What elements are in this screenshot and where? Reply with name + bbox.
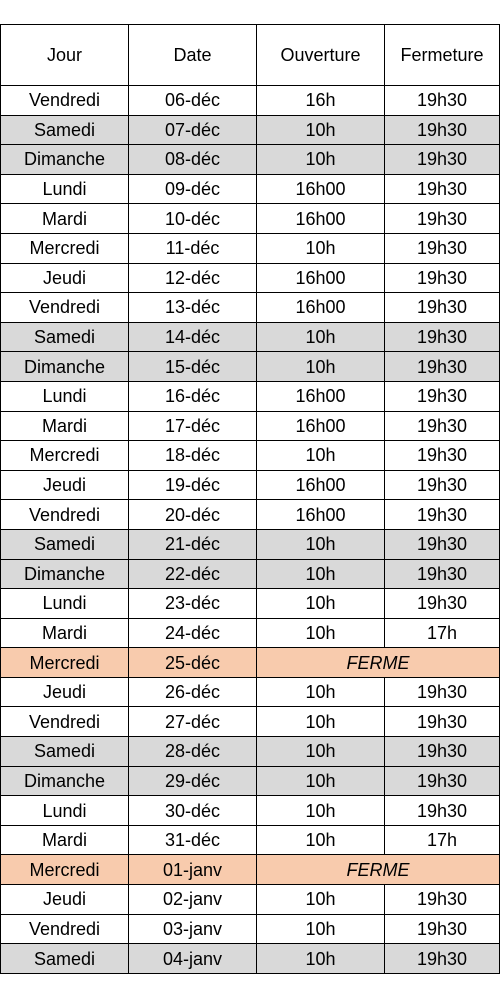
cell-closing: 19h30 bbox=[385, 559, 500, 589]
cell-day: Mardi bbox=[1, 204, 129, 234]
table-row bbox=[1, 322, 500, 352]
cell-opening: 10h bbox=[257, 707, 385, 737]
cell-date: 15-déc bbox=[129, 352, 257, 382]
cell-opening: 16h00 bbox=[257, 204, 385, 234]
table-row bbox=[1, 204, 500, 234]
cell-closing: 19h30 bbox=[385, 86, 500, 116]
cell-opening: 10h bbox=[257, 559, 385, 589]
cell-date: 10-déc bbox=[129, 204, 257, 234]
table-row bbox=[1, 529, 500, 559]
cell-day: Dimanche bbox=[1, 145, 129, 175]
header-day: Jour bbox=[1, 25, 129, 86]
cell-opening: 16h00 bbox=[257, 174, 385, 204]
cell-opening: 10h bbox=[257, 322, 385, 352]
table-row bbox=[1, 885, 500, 915]
table-row bbox=[1, 145, 500, 175]
cell-day: Vendredi bbox=[1, 86, 129, 116]
table-row bbox=[1, 470, 500, 500]
cell-day: Mercredi bbox=[1, 233, 129, 263]
cell-date: 11-déc bbox=[129, 233, 257, 263]
table-row bbox=[1, 855, 500, 885]
cell-opening: 10h bbox=[257, 825, 385, 855]
cell-closing: 19h30 bbox=[385, 174, 500, 204]
cell-day: Dimanche bbox=[1, 352, 129, 382]
cell-date: 29-déc bbox=[129, 766, 257, 796]
cell-closing: 19h30 bbox=[385, 737, 500, 767]
cell-date: 31-déc bbox=[129, 825, 257, 855]
cell-day: Lundi bbox=[1, 589, 129, 619]
cell-date: 06-déc bbox=[129, 86, 257, 116]
cell-closing: 19h30 bbox=[385, 381, 500, 411]
table-row bbox=[1, 263, 500, 293]
table-row bbox=[1, 796, 500, 826]
table-row bbox=[1, 500, 500, 530]
cell-opening: 10h bbox=[257, 145, 385, 175]
cell-day: Vendredi bbox=[1, 500, 129, 530]
cell-date: 02-janv bbox=[129, 885, 257, 915]
cell-day: Mardi bbox=[1, 825, 129, 855]
cell-day: Samedi bbox=[1, 529, 129, 559]
cell-closing: 17h bbox=[385, 618, 500, 648]
cell-day: Mercredi bbox=[1, 441, 129, 471]
cell-closing: 19h30 bbox=[385, 500, 500, 530]
cell-closing: 19h30 bbox=[385, 233, 500, 263]
cell-day: Mercredi bbox=[1, 855, 129, 885]
cell-day: Samedi bbox=[1, 115, 129, 145]
cell-day: Jeudi bbox=[1, 470, 129, 500]
cell-opening: 10h bbox=[257, 441, 385, 471]
table-row bbox=[1, 618, 500, 648]
cell-closing: 19h30 bbox=[385, 411, 500, 441]
cell-opening: 10h bbox=[257, 589, 385, 619]
cell-closing: 19h30 bbox=[385, 677, 500, 707]
cell-date: 19-déc bbox=[129, 470, 257, 500]
table-row bbox=[1, 441, 500, 471]
cell-closing: 19h30 bbox=[385, 914, 500, 944]
header-opening: Ouverture bbox=[257, 25, 385, 86]
cell-date: 27-déc bbox=[129, 707, 257, 737]
cell-closing: 19h30 bbox=[385, 293, 500, 323]
cell-opening: 10h bbox=[257, 677, 385, 707]
table-row bbox=[1, 944, 500, 974]
table-row bbox=[1, 293, 500, 323]
cell-opening: 10h bbox=[257, 885, 385, 915]
cell-closing: 19h30 bbox=[385, 352, 500, 382]
cell-opening: 16h00 bbox=[257, 500, 385, 530]
cell-closed-status: FERME bbox=[257, 855, 500, 885]
cell-day: Jeudi bbox=[1, 677, 129, 707]
cell-day: Dimanche bbox=[1, 766, 129, 796]
opening-hours-table bbox=[0, 24, 500, 974]
cell-closing: 19h30 bbox=[385, 589, 500, 619]
table-row bbox=[1, 381, 500, 411]
cell-day: Jeudi bbox=[1, 263, 129, 293]
cell-day: Mardi bbox=[1, 618, 129, 648]
cell-date: 09-déc bbox=[129, 174, 257, 204]
cell-opening: 10h bbox=[257, 233, 385, 263]
cell-closing: 19h30 bbox=[385, 470, 500, 500]
cell-day: Vendredi bbox=[1, 914, 129, 944]
cell-day: Samedi bbox=[1, 944, 129, 974]
cell-day: Samedi bbox=[1, 737, 129, 767]
cell-day: Lundi bbox=[1, 174, 129, 204]
cell-date: 08-déc bbox=[129, 145, 257, 175]
cell-day: Samedi bbox=[1, 322, 129, 352]
table-row bbox=[1, 411, 500, 441]
cell-opening: 10h bbox=[257, 944, 385, 974]
cell-opening: 10h bbox=[257, 115, 385, 145]
header-date: Date bbox=[129, 25, 257, 86]
table-row bbox=[1, 677, 500, 707]
cell-date: 25-déc bbox=[129, 648, 257, 678]
cell-closing: 19h30 bbox=[385, 441, 500, 471]
table-row bbox=[1, 233, 500, 263]
cell-date: 28-déc bbox=[129, 737, 257, 767]
cell-opening: 16h00 bbox=[257, 470, 385, 500]
cell-day: Vendredi bbox=[1, 707, 129, 737]
cell-opening: 16h00 bbox=[257, 293, 385, 323]
cell-closing: 17h bbox=[385, 825, 500, 855]
cell-closing: 19h30 bbox=[385, 115, 500, 145]
cell-closing: 19h30 bbox=[385, 204, 500, 234]
cell-day: Jeudi bbox=[1, 885, 129, 915]
cell-date: 01-janv bbox=[129, 855, 257, 885]
cell-day: Lundi bbox=[1, 381, 129, 411]
cell-date: 04-janv bbox=[129, 944, 257, 974]
table-row bbox=[1, 825, 500, 855]
cell-opening: 16h bbox=[257, 86, 385, 116]
cell-closing: 19h30 bbox=[385, 796, 500, 826]
cell-closing: 19h30 bbox=[385, 766, 500, 796]
table-row bbox=[1, 707, 500, 737]
cell-date: 30-déc bbox=[129, 796, 257, 826]
cell-date: 21-déc bbox=[129, 529, 257, 559]
cell-date: 26-déc bbox=[129, 677, 257, 707]
cell-opening: 10h bbox=[257, 737, 385, 767]
cell-opening: 10h bbox=[257, 618, 385, 648]
table-row bbox=[1, 766, 500, 796]
cell-date: 23-déc bbox=[129, 589, 257, 619]
cell-date: 22-déc bbox=[129, 559, 257, 589]
cell-closing: 19h30 bbox=[385, 944, 500, 974]
cell-opening: 16h00 bbox=[257, 381, 385, 411]
table-row bbox=[1, 115, 500, 145]
cell-date: 18-déc bbox=[129, 441, 257, 471]
table-row bbox=[1, 559, 500, 589]
cell-day: Dimanche bbox=[1, 559, 129, 589]
cell-date: 13-déc bbox=[129, 293, 257, 323]
cell-closing: 19h30 bbox=[385, 322, 500, 352]
header-closing: Fermeture bbox=[385, 25, 500, 86]
cell-date: 03-janv bbox=[129, 914, 257, 944]
table-row bbox=[1, 737, 500, 767]
table-row bbox=[1, 648, 500, 678]
cell-opening: 10h bbox=[257, 529, 385, 559]
cell-opening: 16h00 bbox=[257, 263, 385, 293]
cell-date: 07-déc bbox=[129, 115, 257, 145]
table-row bbox=[1, 914, 500, 944]
cell-opening: 10h bbox=[257, 796, 385, 826]
cell-closing: 19h30 bbox=[385, 145, 500, 175]
cell-date: 14-déc bbox=[129, 322, 257, 352]
cell-date: 16-déc bbox=[129, 381, 257, 411]
cell-opening: 10h bbox=[257, 766, 385, 796]
cell-day: Lundi bbox=[1, 796, 129, 826]
cell-opening: 10h bbox=[257, 352, 385, 382]
table-row bbox=[1, 589, 500, 619]
cell-day: Vendredi bbox=[1, 293, 129, 323]
cell-closing: 19h30 bbox=[385, 707, 500, 737]
cell-day: Mardi bbox=[1, 411, 129, 441]
table-row bbox=[1, 86, 500, 116]
table-row bbox=[1, 352, 500, 382]
cell-closing: 19h30 bbox=[385, 263, 500, 293]
cell-opening: 10h bbox=[257, 914, 385, 944]
cell-date: 12-déc bbox=[129, 263, 257, 293]
cell-closing: 19h30 bbox=[385, 529, 500, 559]
cell-opening: 16h00 bbox=[257, 411, 385, 441]
cell-date: 17-déc bbox=[129, 411, 257, 441]
cell-closed-status: FERME bbox=[257, 648, 500, 678]
table-row bbox=[1, 174, 500, 204]
cell-date: 24-déc bbox=[129, 618, 257, 648]
cell-day: Mercredi bbox=[1, 648, 129, 678]
cell-closing: 19h30 bbox=[385, 885, 500, 915]
cell-date: 20-déc bbox=[129, 500, 257, 530]
header-row bbox=[1, 25, 500, 86]
